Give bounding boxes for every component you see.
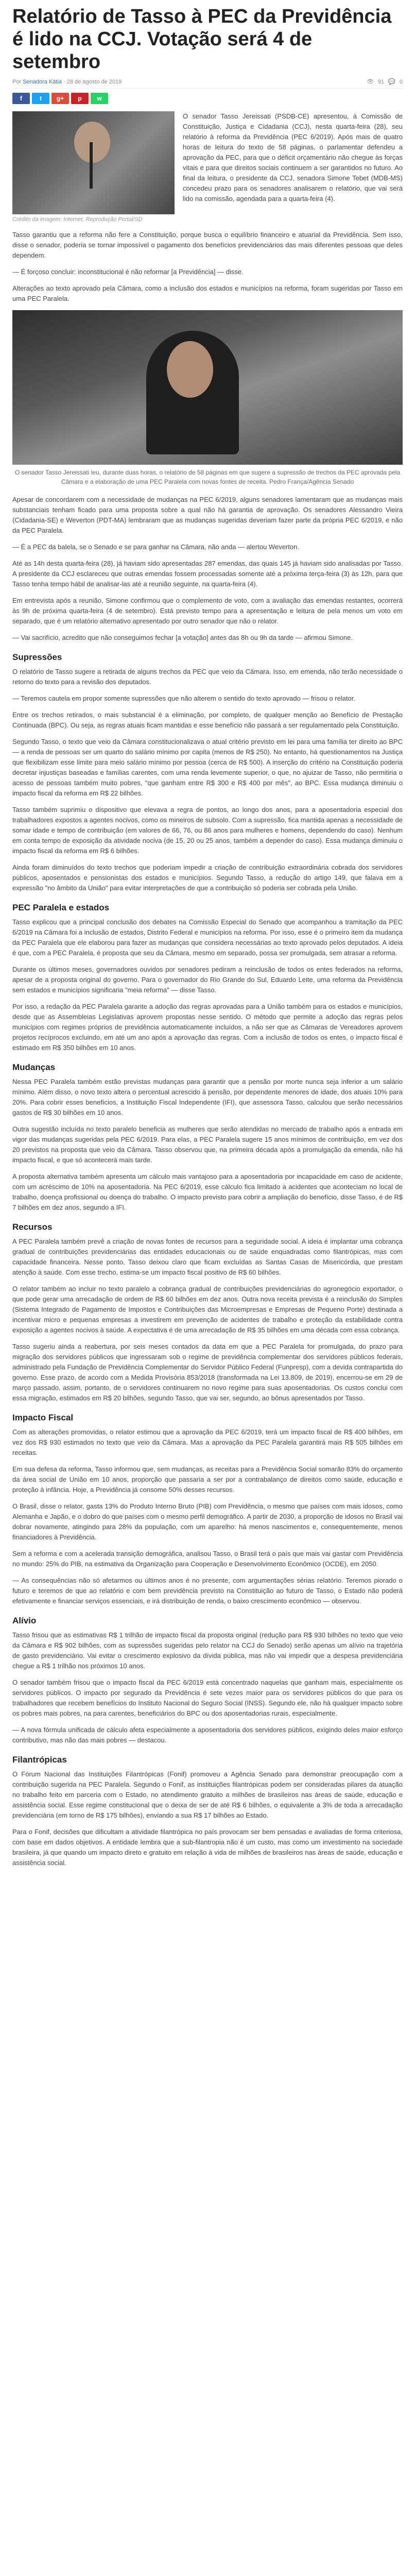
body-paragraph: — Vai sacrifício, acredito que não conseguimos fechar [a votação] antes das 8h ou 9h da tarde — afirmou Simone. — [12, 634, 353, 641]
lead-photo — [12, 111, 175, 214]
lead-photo-microphone — [90, 142, 93, 189]
hero-photo — [12, 310, 403, 465]
body-paragraph: O relator também ao incluir no texto paralelo a cobrança gradual de contribuições previdenciárias do agronegócio exportador, o que pode gerar uma arrecadação de ordem de R$ 60 bilhões em dez anos. Outra nova receita prevista é a reinclusão do Simples (Sistema Integrado de Pagamento de Impostos e Contribuições das Microempresas e Empresas de Pequeno Porte) destinada a incentivar micro e pequenas empresas a investirem em prevenção de acidentes de trabalho e proteção da estabilidade contra exposição a agentes nocivos à saúde. A expectativa é de uma arrecadação de R$ 35 bilhões em uma década com essa cobrança. — [12, 1285, 403, 1334]
body-paragraph: Segundo Tasso, o texto que veio da Câmara constitucionalizava o atual critério previsto em lei para uma família ter direito ao BPC — a renda de pessoas ser um quarto do salário mínimo por capita (menos de R$ 250). No entanto, há questionamentos na Justiça que flexibilizam esse limite para meio salário mínimo por pessoa (cerca de R$ 500). A inserção do critério na Constituição poderia decretar injustiças baseadas e famílias carentes, com uma renda levemente superior, o que, no ajuizar de Tasso, não permitiria o acesso de pessoas também muito pobres, "que ganham entre R$ 300 e R$ 400 por mês", ao BPC. Essa mudança diminuiu o impacto fiscal da reforma em R$ 22 bilhões. — [12, 738, 403, 797]
body-paragraph: Tasso garantiu que a reforma não fere a Constituição, porque busca o equilíbrio financeiro e atuarial da Previdência. Sem isso, disse o senador, poderia se tornar impossível o pagamento dos benefícios previdenciários das mais diferentes pessoas que deles dependem. — [12, 231, 403, 259]
body-paragraph: Por isso, a redação da PEC Paralela garante a adoção das regras aprovadas para a União também para os estados e municípios, desde que as Assembleias Legislativas aprovem propostas nesse sentido. O método que permite a adoção das regras pelos municípios com regimes próprios de previdência automaticamente incluídos, a não ser que as Câmaras de Vereadores aprovem projetos recíprocos excluindo, em até um ano após a aprovação das regras. Com a inclusão de todos os entes, o impacto fiscal é estimado em R$ 350 bilhões em 10 anos. — [12, 1003, 403, 1052]
whatsapp-share-button[interactable]: w — [91, 93, 108, 104]
body-paragraph: A PEC Paralela também prevê a criação de novas fontes de recursos para a seguridade social. A ideia é implantar uma cobrança gradual de contribuições previdenciárias das entidades educacionais ou de saúde enquadradas como filantrópicas, mas com capacidade financeira. Nesse ponto, Tasso deixou claro que ficam excluídas as Santas Casas de Misericórdia, que prestam atenção à saúde. Com esse trecho, estima-se um impacto fiscal positivo de R$ 60 bilhões. — [12, 1238, 403, 1276]
body-paragraph: — Teremos cautela em propor somente supressões que não alterem o sentido do texto aprovado — frisou o relator. — [12, 694, 356, 702]
facebook-share-button[interactable]: f — [12, 93, 30, 104]
body-paragraph: — É a PEC da balela, se o Senado e se para ganhar na Câmara, não anda — alertou Weverton. — [12, 543, 299, 551]
byline — [12, 79, 122, 85]
publish-date: 28 de agosto de 2019 — [66, 78, 122, 85]
article-title: Relatório de Tasso à PEC da Previdência é lido na CCJ. Votação será 4 de setembro — [12, 6, 392, 73]
lead-photo-caption: Crédito da imagem: Internet. Reprodução Portal/SD — [12, 216, 143, 223]
body-paragraph: O senador também frisou que o impacto fiscal da PEC 6/2019 está concentrado naquelas que ganham mais, especialmente os servidores públicos. O impacto por segurado da Previdência é sete vezes maior para os servidores públicos do que para os trabalhadores que recebem benefícios do Instituto Nacional do Seguro Social (INSS). Segundo ele, não há qualquer impacto sobre os pobres mais pobres, na para carentes, beneficiários do BPC ou dos aposentadorias rurais, especialmente. — [12, 1679, 403, 1717]
section-heading-filantropicas: Filantrópicas — [12, 1755, 67, 1765]
lead-text — [183, 111, 403, 223]
body-paragraph: — As consequências não só afetarmos ou últimos anos é no presente, com argumentações sérias relatório. Teremos piorado o futuro e teremos de que ao relatório e com bem previdência previsto na Constituição ao futuro de Tasso, o Estado não poderá efetivamente e financiar serviços essenciais, e irá distribuição de renda, o baixo crescimento econômico — observou. — [12, 1577, 403, 1605]
googleplus-share-button[interactable]: g+ — [51, 93, 69, 104]
body-paragraph: A proposta alternativa também apresenta um cálculo mais vantajoso para a aposentadoria por incapacidade em caso de acidente, com um acréscimo de 10% na aposentadoria. Na PEC 6/2019, esse cálculo fica limitado a acidentes que aconteciam no local de trabalho, doença profissional ou doença do trabalho. O impacto previsto para cobrir a ampliação do benefício, disse Tasso, é de R$ 7 bilhões em dez anos, segundo a IFI. — [12, 1173, 403, 1211]
body-paragraph: O relatório de Tasso sugere a retirada de alguns trechos da PEC que veio da Câmara. Isso, em emenda, não terão necessidade o retorno do texto para a revisão dos deputados. — [12, 668, 403, 686]
lead-section — [12, 111, 403, 223]
body-paragraph: Tasso também suprimiu o dispositivo que elevava a regra de pontos, ao longo dos anos, para a aposentadoria especial dos trabalhadores expostos a agentes nocivos, como os mineiros de subsolo. Com a supressão, fica mantida apenas a necessidade de somar idade e tempo de contribuição (em valores de 66, 76, ou 86 anos para mulheres e homens, dependendo do caso). Nenhum em conta tempo de exposição da atividade nociva (de 15, 20 ou 25 anos, também a depender do caso). Essa mudança diminuiu o impacto fiscal da reforma em R$ 6 bilhões. — [12, 806, 403, 855]
views-icon: 👁 — [366, 79, 374, 85]
twitter-share-button[interactable]: t — [32, 93, 49, 104]
body-paragraph: O Fórum Nacional das Instituições Filantrópicas (Fonif) promoveu a Agência Senado para demonstrar preocupação com a contribuição sugerida na PEC Paralela. Segundo o Fonif, as instituições filantrópicas podem ser consideradas pilares da atuação no trabalho feito em parceria com o Estado, no atendimento gratuito a milhões de brasileiros nas áreas de saúde, educação e assistência social. Esse regime constitucional que o deixa de ser de até R$ 6 bilhões, o equivalente a 3% de toda a arrecadação previdenciária (em torno de R$ 175 bilhões), enviando a sua R$ 17 bilhões ao Estado. — [12, 1770, 403, 1819]
body-paragraph: Alterações ao texto aprovado pela Câmara, como a inclusão dos estados e municípios na reforma, foram sugeridas por Tasso em uma PEC Paralela. — [12, 284, 403, 302]
hero-photo-caption: O senador Tasso Jereissati leu, durante duas horas, o relatório de 58 páginas em que sugere a supressão de trechos da PEC aprovada pela Câmara e a elaboração de uma PEC Paralela com novas fontes de receita. Pedro França/Agência Senado — [14, 469, 401, 485]
body-paragraph: Tasso frisou que as estimativas R$ 1 trilhão de impacto fiscal da proposta original (redução para R$ 930 bilhões no texto que veio da Câmara e R$ 902 bilhões, com as supressões sugeridas pelo relator na CCJ do Senado) serão apenas um alívio na trajetória de gasto previdenciário. Vai evitar o crescimento explosivo da dívida pública, mas não vai impedir que a despesa previdenciária chegue a R$ 1 trilhão nos próximos 10 anos. — [12, 1631, 403, 1670]
lead-figure — [12, 111, 175, 223]
body-paragraph: Tasso sugeriu ainda a reabertura, por seis meses contados da data em que a PEC Paralela for promulgada, do prazo para migração dos servidores públicos que ingressaram sob o regime de previdência complementar dos servidores públicos federais, administrado pela Fundação de Previdência Complementar do Servidor Público Federal (Funpresp), com a devida contrapartida do governo. Esse prazo, de acordo com a Medida Provisória 853/2018 (transformada na Lei 13.809, de 2019), encerrou-se em 29 de março passado, assim, portanto, de o servidores continuarem no novo regime para suas aposentadorias. Os custos conclui com essa migração, estimados em R$ 20 bilhões, segundo Tasso, que vai ser, segundo, ao bônus apresentados por Tasso. — [12, 1343, 403, 1402]
hero-photo-face — [167, 341, 213, 398]
comment-count[interactable]: 0 — [399, 78, 403, 85]
body-paragraph: Outra sugestão incluída no texto paralelo beneficia as mulheres que serão atendidas no mercado de trabalho após a entrada em vigor das mudanças sugeridas pela PEC 6/2019. Para elas, a PEC Paralela sugere 15 anos mínimos de contribuição, em vez dos 20 previstos na proposta que veio da Câmara. Tasso observou que, na primeira década após a promulgação da emenda, não há impacto fiscal, e que só acontecerá mais tarde. — [12, 1125, 403, 1164]
body-paragraph: Para o Fonif, decisões que dificultam a atividade filantrópica no país provocam ser bem pensadas e avaliadas de forma criteriosa, com base em dados objetivos. A entidade lembra que a sub-filantropia não é um custo, mas como um investimento na sociedade brasileira, já que quando um impacto direto e gratuito em relação à vida de milhões de brasileiros nas áreas de saúde, educação e assistência social. — [12, 1828, 403, 1867]
pinterest-share-button[interactable]: p — [71, 93, 89, 104]
body-paragraph: Em sua defesa da reforma, Tasso informou que, sem mudanças, as receitas para a Previdência Social somarão 83% do orçamento da área social de União em 10 anos, proporção que passaria a ser por a contrabalanço de direitos como saúde, educação e proteção à infância. Hoje, a Previdência já consome 50% desses recursos. — [12, 1465, 403, 1494]
views-count: 91 — [377, 78, 385, 85]
body-paragraph: Ainda foram diminuídos do texto trechos que poderiam impedir a criação de contribuição extraordinária cobrada dos servidores públicos, aposentados e pensionistas dos estados e municípios. Segundo Tasso, a redução do artigo 149, que falava em a expressão "no âmbito da União" para evitar interpretações de que a contribuição só poderia ser cobrada pela União. — [12, 863, 403, 892]
meta-stats — [367, 78, 403, 85]
lead-paragraph: O senador Tasso Jereissati (PSDB-CE) apresentou, à Comissão de Constituição, Justiça e Cidadania (CCJ), nesta quarta-feira (28), seu relatório à reforma da Previdência (PEC 6/2019). Após mais de quatro horas de leitura do texto de 58 páginas, o parlamentar defendeu a aprovação da PEC, para que o déficit orçamentário não chegue às forças vitais e para que direitos sociais continuem a ser garantidos no futuro. Ao final da leitura, o presidente da CCJ, senadora Simone Tebet (MDB-MS) concedeu prazo para os senadores analisarem o relatório, que vai será lido na comissão, agendada para a quarta-feira (4). — [183, 112, 403, 202]
section-heading-impacto-fiscal: Impacto Fiscal — [12, 1413, 74, 1422]
body-paragraph: Com as alterações promovidas, o relator estimou que a aprovação da PEC 6/2019, terá um impacto fiscal de R$ 400 bilhões, em vez dos R$ 930 estimados no texto que veio da Câmara. Mas a aprovação da PEC Paralela garantirá mais R$ 505 bilhões em receitas. — [12, 1428, 403, 1456]
body-paragraph: Entre os trechos retirados, o mais substancial é a eliminação, por completo, de qualquer menção ao Benefício de Prestação Continuada (BPC). Ou seja, as regras atuais ficam mantidas e esse benefício não passará a ser regulamentado pela Constituição. — [12, 711, 403, 729]
body-paragraph: Tasso explicou que a principal conclusão dos debates na Comissão Especial do Senado que acompanhou a tramitação da PEC 6/2019 na Câmara foi a inclusão de estados, Distrito Federal e municípios na reforma. Por isso, esse é o primeiro item da mudança da PEC Paralela que ele elaborou para fazer as mudanças que considera necessárias ao texto aprovado pelos deputados. A ideia é que, com a PEC Paralela, é proposta que seu da Câmara, mesmo em separado, possa ser promulgada, sem atrasar a reforma. — [12, 918, 403, 957]
section-heading-recursos: Recursos — [12, 1222, 53, 1232]
byline-prefix: Por — [12, 78, 22, 85]
article-meta — [12, 78, 403, 89]
body-paragraph: — É forçoso concluir: inconstitucional é não reformar [a Previdência] — disse. — [12, 268, 244, 276]
comment-icon[interactable]: 💬 — [388, 79, 395, 85]
section-heading-alivio: Alívio — [12, 1616, 37, 1625]
body-paragraph: Em entrevista após a reunião, Simone confirmou que o complemento de voto, com a avaliação das emendas restantes, ocorrerá às 9h de próxima quarta-feira (4 de setembro). Está previsto tempo para a apresentação e leitura de pela menos um voto em separado, que é um relatório alternativo apresentado por outro senador que não o relator. — [12, 597, 403, 625]
separator: - — [63, 78, 65, 85]
section-heading-pec-paralela: PEC Paralela e estados — [12, 903, 110, 912]
share-bar — [12, 93, 403, 104]
body-paragraph: Durante os últimos meses, governadores ouvidos por senadores pediram a reinclusão de todos os entes federados na reforma, apesar de a proposta original do governo. Para o governador do Rio Grande do Sul, Eduardo Leite, uma reforma da Previdência sem estados e municípios significaria "meia reforma" — disse Tasso. — [12, 965, 403, 994]
body-paragraph: O Brasil, disse o relator, gasta 13% do Produto Interno Bruto (PIB) com Previdência, o mesmo que países com mais idosos, como Alemanha e Japão, e o dobro do que países com o mesmo perfil demográfico. A partir de 2030, a proporção de idosos no Brasil vai dobrar novamente, atingindo para 28% da população, com um aparelho: há menos nascimentos e, consequentemente, menos financiadores à Previdência. — [12, 1502, 403, 1541]
author-link[interactable]: Senadora Kátia — [23, 78, 62, 85]
body-paragraph: Até as 14h desta quarta-feira (28), já haviam sido apresentadas 287 emendas, das quais 145 já haviam sido analisadas por Tasso. A presidente da CCJ esclareceu que outras emendas fossem processadas somente até a próxima terça-feira (3) às 12h, para que Tasso tenha tempo hábil de analisar-las até a reunião seguinte, na quarta-feira (4). — [12, 560, 403, 588]
body-paragraph: Nessa PEC Paralela também estão previstas mudanças para garantir que a pensão por morte nunca seja inferior a um salário mínimo. Além disso, o novo texto altera o percentual acrescido à pensão, por dependente menores de idade, dos atuais 10% para 20%. Para cobrir esses benefícios, a Instituição Fiscal Independente (IFI), que assessora Tasso, calculou que serão necessários gastos de R$ 30 bilhões em 10 anos. — [12, 1078, 403, 1116]
body-paragraph: — A nova fórmula unificada de cálculo afeta especialmente a aposentadoria dos servidores públicos, exigindo deles maior esforço contributivo, mas não das mais pobres — destacou. — [12, 1726, 403, 1744]
body-paragraph: Sem a reforma e com a acelerada transição demográfica, analisou Tasso, o Brasil terá o país que mais vai gastar com Previdência no mundo: 25% do PIB, na estimativa da Organização para Cooperação e Desenvolvimento Econômico (OCDE), em 2050. — [12, 1550, 403, 1568]
section-heading-supressoes: Supressões — [12, 652, 62, 662]
section-heading-mudancas: Mudanças — [12, 1062, 56, 1072]
body-paragraph: Apesar de concordarem com a necessidade de mudanças na PEC 6/2019, alguns senadores lamentaram que as mudanças mais substanciais tenham ficado para uma proposta sobre a qual não há garantia de aprovação. Os senadores Alessandro Vieira (Cidadania-SE) e Weverton (PDT-MA) lembraram que as mudanças sugeridas deveriam fazer parte da própria PEC 6/2019, e não da PEC Paralela. — [12, 496, 403, 534]
